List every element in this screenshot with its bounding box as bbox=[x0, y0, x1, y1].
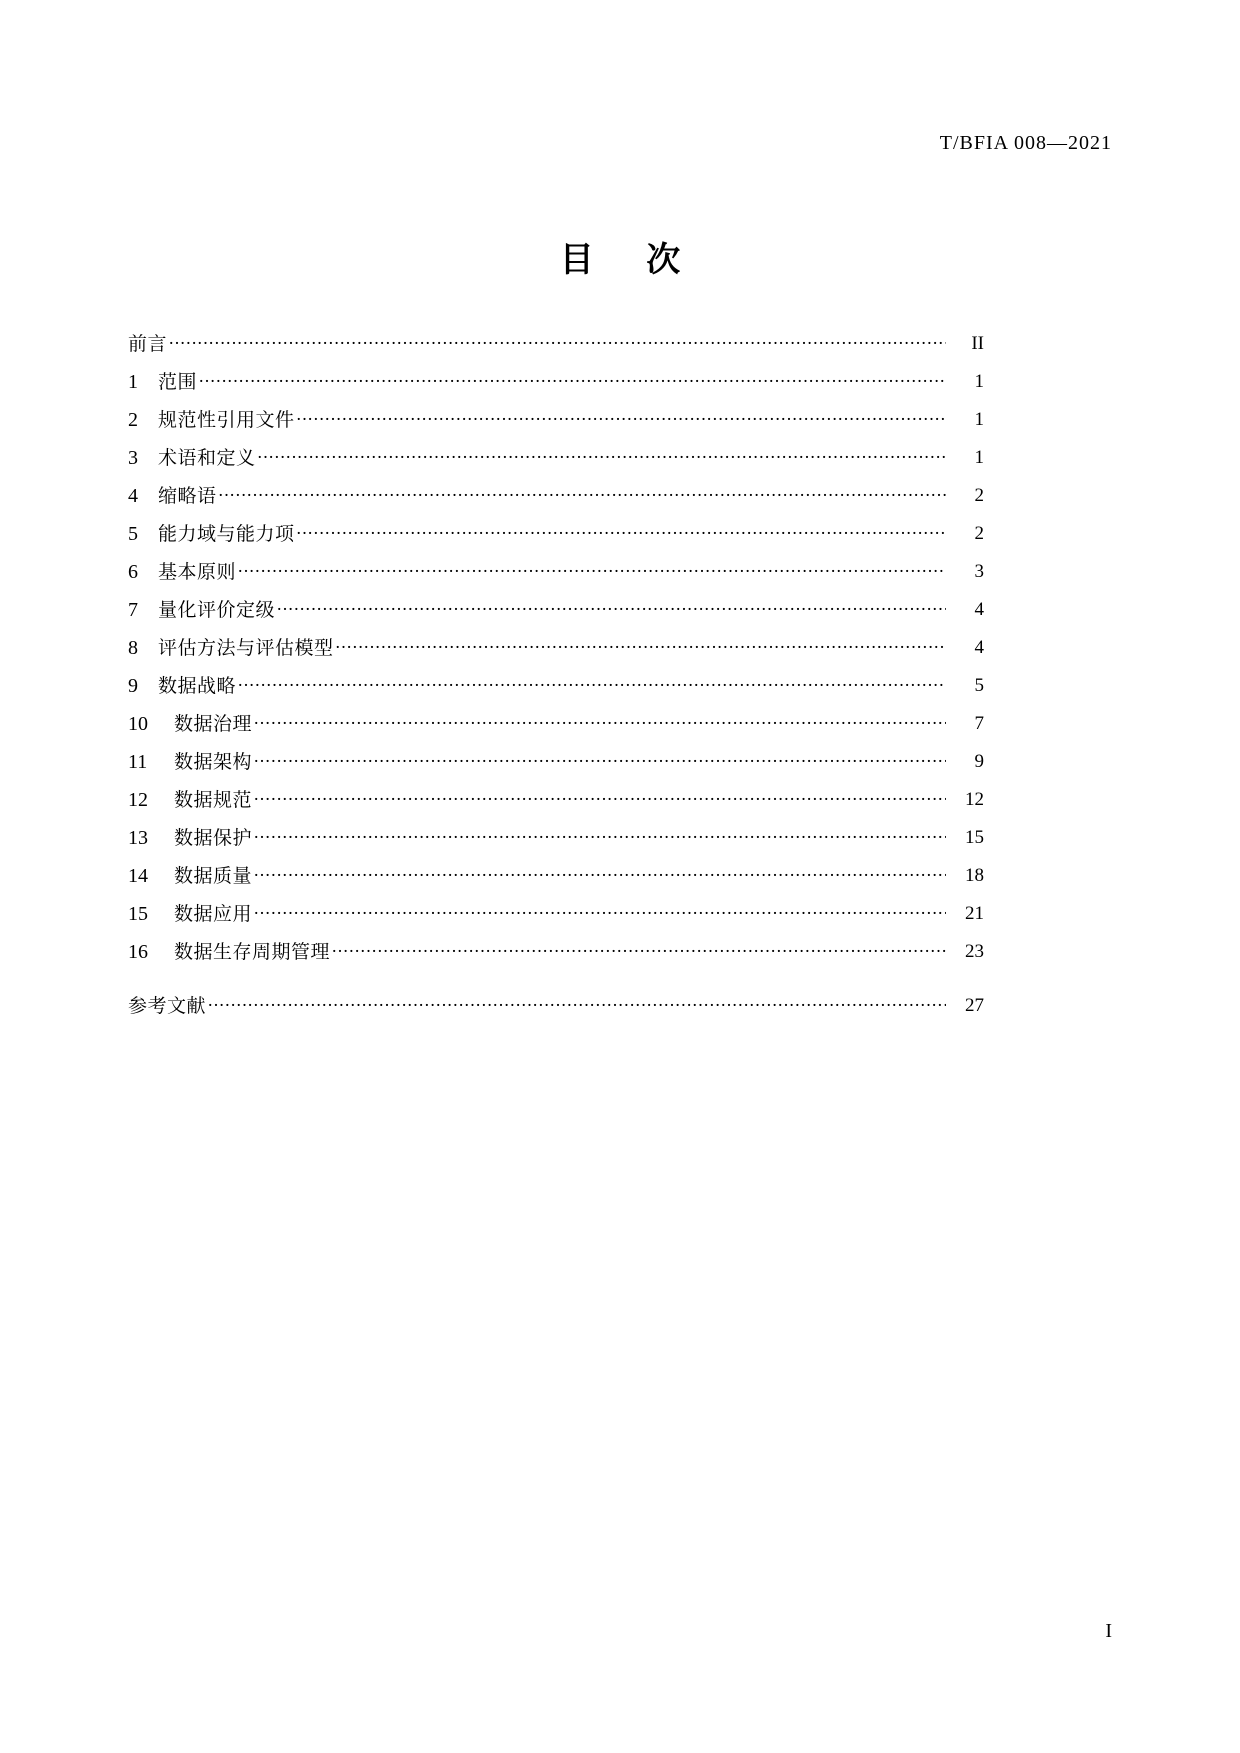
toc-entry-page: 12 bbox=[965, 789, 984, 810]
toc-leader-dots bbox=[252, 781, 946, 819]
toc-entry-label: 数据应用 bbox=[174, 903, 253, 925]
toc-entry-number: 11 bbox=[128, 751, 148, 773]
toc-entry-2[interactable] bbox=[128, 401, 984, 439]
toc-entry-label: 评估方法与评估模型 bbox=[158, 637, 334, 659]
toc-entry-number: 13 bbox=[128, 827, 148, 849]
toc-leader-dots bbox=[252, 743, 946, 781]
toc-entry-label: 数据质量 bbox=[174, 865, 253, 887]
toc-entry-15[interactable] bbox=[128, 895, 984, 933]
toc-leader-dots bbox=[330, 933, 946, 971]
toc-entry-label: 规范性引用文件 bbox=[158, 409, 295, 431]
toc-entry-number: 6 bbox=[128, 561, 138, 583]
toc-entry-13[interactable] bbox=[128, 819, 984, 857]
toc-leader-dots bbox=[217, 477, 946, 515]
toc-entry-page: 27 bbox=[965, 995, 984, 1016]
toc-leader-dots bbox=[295, 401, 946, 439]
toc-entry-number: 9 bbox=[128, 675, 138, 697]
toc-entry-number: 10 bbox=[128, 713, 148, 735]
toc-leader-dots bbox=[252, 895, 946, 933]
toc-leader-dots bbox=[295, 515, 946, 553]
toc-entry-label: 能力域与能力项 bbox=[158, 523, 295, 545]
toc-entry-number: 12 bbox=[128, 789, 148, 811]
toc-entry-4[interactable] bbox=[128, 477, 984, 515]
toc-entry-9[interactable] bbox=[128, 667, 984, 705]
toc-entry-page: 21 bbox=[965, 903, 984, 924]
toc-entry-number: 15 bbox=[128, 903, 148, 925]
toc-entry-page: 3 bbox=[974, 561, 984, 582]
toc-entry-number: 2 bbox=[128, 409, 138, 431]
toc-entry-page: 1 bbox=[974, 409, 984, 430]
toc-entry-page: 18 bbox=[965, 865, 984, 886]
toc-entry-page: 4 bbox=[974, 599, 984, 620]
toc-leader-dots bbox=[334, 629, 946, 667]
toc-entry-12[interactable] bbox=[128, 781, 984, 819]
toc-entry-number: 3 bbox=[128, 447, 138, 469]
toc-entry-14[interactable] bbox=[128, 857, 984, 895]
toc-entry-page: 2 bbox=[974, 523, 984, 544]
page-title: 目 次 bbox=[559, 242, 703, 279]
toc-entry-label: 数据生存周期管理 bbox=[174, 941, 331, 963]
toc-entry-5[interactable] bbox=[128, 515, 984, 553]
toc-leader-dots bbox=[206, 987, 946, 1025]
toc-entry-label: 数据架构 bbox=[174, 751, 253, 773]
toc-entry-label: 缩略语 bbox=[158, 485, 217, 507]
toc-entry-number: 5 bbox=[128, 523, 138, 545]
toc-leader-dots bbox=[252, 857, 946, 895]
toc-entry-label: 前言 bbox=[128, 333, 168, 355]
toc-leader-dots bbox=[252, 705, 946, 743]
toc-entry-6[interactable] bbox=[128, 553, 984, 591]
toc-entry-number: 14 bbox=[128, 865, 148, 887]
toc-entry-label: 数据战略 bbox=[158, 675, 237, 697]
toc-entry-label: 量化评价定级 bbox=[158, 599, 276, 621]
toc-entry-label: 参考文献 bbox=[128, 995, 207, 1017]
toc-leader-dots bbox=[236, 667, 946, 705]
toc-entry-preface[interactable] bbox=[128, 325, 984, 363]
toc-entry-page: 23 bbox=[965, 941, 984, 962]
table-of-contents bbox=[128, 325, 984, 1025]
toc-entry-page: II bbox=[971, 333, 984, 354]
toc-leader-dots bbox=[236, 553, 946, 591]
toc-entry-page: 4 bbox=[974, 637, 984, 658]
toc-entry-number: 1 bbox=[128, 371, 138, 393]
toc-entry-number: 8 bbox=[128, 637, 138, 659]
toc-entry-label: 数据保护 bbox=[174, 827, 253, 849]
toc-entry-11[interactable] bbox=[128, 743, 984, 781]
toc-entry-label: 数据规范 bbox=[174, 789, 253, 811]
toc-entry-page: 9 bbox=[974, 751, 984, 772]
toc-leader-dots bbox=[197, 363, 946, 401]
toc-entry-references[interactable] bbox=[128, 987, 984, 1025]
toc-entry-number: 7 bbox=[128, 599, 138, 621]
toc-entry-3[interactable] bbox=[128, 439, 984, 477]
footer-page-number: I bbox=[1105, 1620, 1112, 1642]
toc-entry-page: 5 bbox=[974, 675, 984, 696]
toc-entry-10[interactable] bbox=[128, 705, 984, 743]
toc-entry-page: 2 bbox=[974, 485, 984, 506]
toc-entry-7[interactable] bbox=[128, 591, 984, 629]
standard-code-header: T/BFIA 008—2021 bbox=[939, 132, 1112, 154]
toc-entry-page: 15 bbox=[965, 827, 984, 848]
toc-entry-page: 1 bbox=[974, 447, 984, 468]
toc-leader-dots bbox=[256, 439, 946, 477]
toc-entry-label: 范围 bbox=[158, 371, 198, 393]
toc-entry-label: 基本原则 bbox=[158, 561, 237, 583]
toc-leader-dots bbox=[252, 819, 946, 857]
toc-entry-16[interactable] bbox=[128, 933, 984, 971]
toc-entry-1[interactable] bbox=[128, 363, 984, 401]
toc-entry-number: 16 bbox=[128, 941, 148, 963]
toc-leader-dots bbox=[275, 591, 946, 629]
toc-entry-page: 1 bbox=[974, 371, 984, 392]
toc-leader-dots bbox=[167, 325, 946, 363]
toc-entry-8[interactable] bbox=[128, 629, 984, 667]
toc-entry-label: 术语和定义 bbox=[158, 447, 256, 469]
toc-entry-label: 数据治理 bbox=[174, 713, 253, 735]
toc-entry-number: 4 bbox=[128, 485, 138, 507]
toc-entry-page: 7 bbox=[974, 713, 984, 734]
